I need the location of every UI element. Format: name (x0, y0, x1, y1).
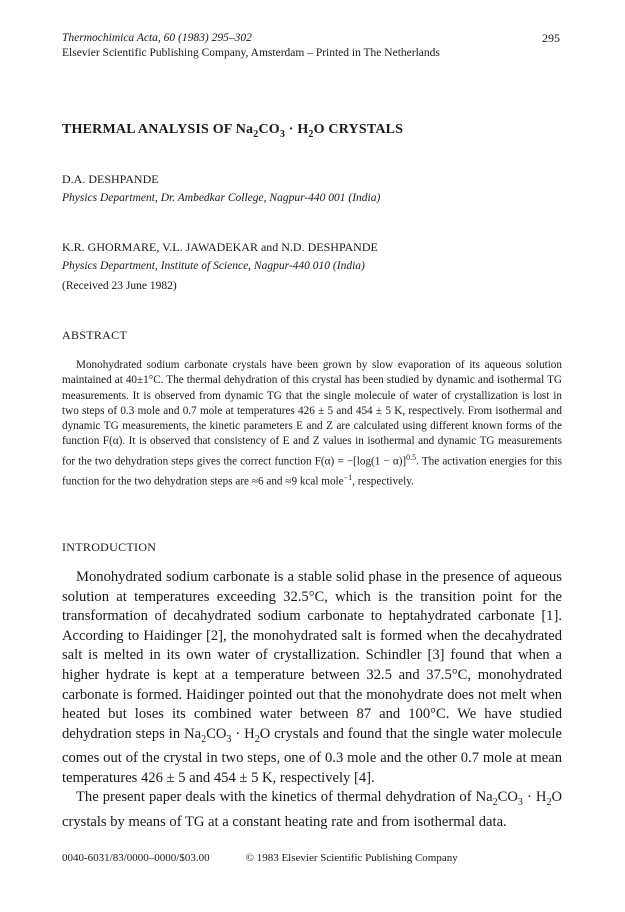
introduction-body (62, 568, 562, 833)
intro-paragraph-2: The present paper deals with the kinetics of thermal dehydration of $Na_2CO_3 \cdot H_2O$ crystals by means of TG at a constant heating rate and from isothermal data. (62, 789, 562, 830)
intro-paragraph-1: Monohydrated sodium carbonate is a stable solid phase in the presence of aqueous solution at temperatures exceeding 32.5°C, which is the transition point for the transformation of decahydrated sodium carbonate to heptahydrated carbonate [1]. According to Haidinger [2], the monohydrated salt is formed when the decahydrated salt is melted in its own water of crystallization. Schindler [3] found that when a higher hydrate is kept at a temperature between 32.5 and 37.5°C, monohydrated carbonate is formed. Haidinger pointed out that the monohydrate does not melt when heated but loses its combined water between 87 and 100°C. We have studied dehydration steps in $Na_2CO_3 \cdot H_2O$ crystals and found that the single water molecule comes out of the crystal in two steps, one of 0.3 mole and the other 0.7 mole at mean temperatures 426 ± 5 and 454 ± 5 K, respectively [4]. (62, 569, 562, 786)
journal-citation: Thermochimica Acta, 60 (1983) 295–302 (62, 32, 252, 44)
page-footer (62, 852, 458, 864)
affiliation-2: Physics Department, Institute of Science, Nagpur-440 010 (India) (62, 260, 365, 272)
journal-header (62, 31, 440, 61)
copyright-notice: © 1983 Elsevier Scientific Publishing Company (245, 852, 458, 864)
introduction-heading: INTRODUCTION (62, 540, 157, 554)
received-date: (Received 23 June 1982) (62, 280, 177, 292)
author-line-2: K.R. GHORMARE, V.L. JAWADEKAR and N.D. DESHPANDE (62, 240, 378, 254)
publisher-line: Elsevier Scientific Publishing Company, Amsterdam – Printed in The Netherlands (62, 47, 440, 59)
abstract-text: Monohydrated sodium carbonate crystals have been grown by slow evaporation of its aqueous solution maintained at 40±1°C. The thermal dehydration of this crystal has been studied by dynamic and isothermal TG measurements. It is observed from dynamic TG that the single molecule of water of crystallization is lost in two steps of 0.3 mole and 0.7 mole at temperatures 426 ± 5 and 454 ± 5 K, respectively. From isothermal and dynamic TG measurements, the kinetic parameters E and Z are calculated using different known forms of the function F(α). It is observed that consistency of E and Z values in isothermal and dynamic TG measurements for the two dehydration steps gives the correct function $F(\alpha) = -[\log(1 - \alpha)]^{0.5}$. The activation energies for this function for the two dehydration steps are ≈6 and ≈9 kcal mole$^{-1}$, respectively. (62, 359, 562, 488)
paper-title: THERMAL ANALYSIS OF $Na_2CO_3 \cdot H_2O$ CRYSTALS (62, 122, 404, 140)
page-number: 295 (542, 31, 560, 45)
issn-code: 0040-6031/83/0000–0000/$03.00 (62, 852, 210, 864)
affiliation-1: Physics Department, Dr. Ambedkar College, Nagpur-440 001 (India) (62, 192, 381, 204)
abstract-heading: ABSTRACT (62, 328, 128, 342)
author-line-1: D.A. DESHPANDE (62, 172, 159, 186)
